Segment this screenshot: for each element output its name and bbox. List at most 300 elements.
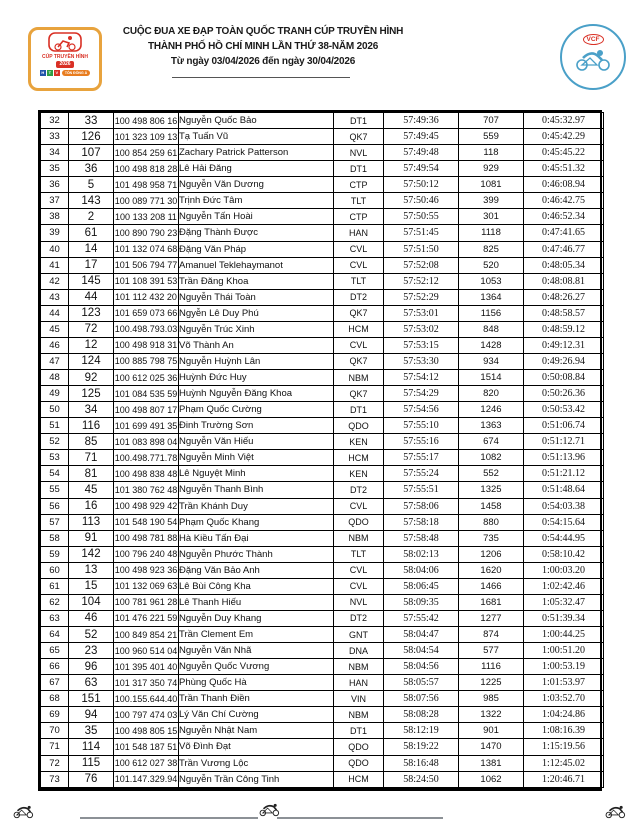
- cell-time: 57:53:30: [384, 353, 459, 369]
- cell-team: DT1: [334, 723, 384, 739]
- cell-name: Lê Hải Đăng: [179, 161, 334, 177]
- cell-gap: 0:45:51.32: [524, 161, 604, 177]
- cell-points: 1381: [459, 755, 524, 771]
- cell-rank: 48: [41, 370, 69, 386]
- cell-time: 58:04:56: [384, 659, 459, 675]
- cell-name: Trần Khánh Duy: [179, 498, 334, 514]
- cell-time: 58:16:48: [384, 755, 459, 771]
- cell-name: Nguyễn Văn Dương: [179, 177, 334, 193]
- cell-rank: 40: [41, 241, 69, 257]
- cell-rank: 58: [41, 530, 69, 546]
- cell-name: Lê Thanh Hiếu: [179, 594, 334, 610]
- cell-team: NBM: [334, 370, 384, 386]
- cell-time: 57:58:18: [384, 514, 459, 530]
- cell-uci_id: 101 323 109 13: [114, 129, 179, 145]
- cell-points: 1062: [459, 771, 524, 787]
- cell-time: 57:53:01: [384, 305, 459, 321]
- cell-rank: 66: [41, 659, 69, 675]
- cell-team: VIN: [334, 691, 384, 707]
- cell-uci_id: 100 498 818 28: [114, 161, 179, 177]
- cell-gap: 0:54:03.38: [524, 498, 604, 514]
- cell-team: QK7: [334, 386, 384, 402]
- cell-rank: 50: [41, 402, 69, 418]
- cell-time: 58:04:47: [384, 627, 459, 643]
- cell-bib: 16: [69, 498, 114, 514]
- cell-gap: 0:58:10.42: [524, 546, 604, 562]
- cell-bib: 125: [69, 386, 114, 402]
- cell-bib: 17: [69, 257, 114, 273]
- cell-uci_id: 101 132 074 68: [114, 241, 179, 257]
- federation-cyclist-icon: [573, 46, 613, 72]
- cell-name: Trần Vương Lộc: [179, 755, 334, 771]
- cell-uci_id: 100 797 474 03: [114, 707, 179, 723]
- cell-bib: 36: [69, 161, 114, 177]
- cell-points: 1116: [459, 659, 524, 675]
- table-row: [41, 659, 604, 675]
- cell-bib: 96: [69, 659, 114, 675]
- cell-gap: 0:54:15.64: [524, 514, 604, 530]
- table-row: [41, 386, 604, 402]
- table-row: [41, 530, 604, 546]
- cell-bib: 114: [69, 739, 114, 755]
- table-row: [41, 209, 604, 225]
- cell-rank: 52: [41, 434, 69, 450]
- cell-time: 57:52:08: [384, 257, 459, 273]
- cell-rank: 53: [41, 450, 69, 466]
- cell-points: 1458: [459, 498, 524, 514]
- cell-rank: 51: [41, 418, 69, 434]
- cell-name: Nguyễn Huỳnh Lân: [179, 353, 334, 369]
- cell-bib: 143: [69, 193, 114, 209]
- cell-bib: 104: [69, 594, 114, 610]
- cell-bib: 107: [69, 145, 114, 161]
- cell-team: KEN: [334, 434, 384, 450]
- cell-bib: 5: [69, 177, 114, 193]
- cell-bib: 85: [69, 434, 114, 450]
- cell-time: 57:50:55: [384, 209, 459, 225]
- cell-name: Lê Nguyệt Minh: [179, 466, 334, 482]
- cell-gap: 1:12:45.02: [524, 755, 604, 771]
- table-row: [41, 257, 604, 273]
- cell-name: Đặng Văn Bảo Anh: [179, 562, 334, 578]
- cell-uci_id: 100 498 806 16: [114, 113, 179, 129]
- cell-team: NBM: [334, 659, 384, 675]
- table-row: [41, 273, 604, 289]
- cell-uci_id: 100 854 259 61: [114, 145, 179, 161]
- cell-rank: 41: [41, 257, 69, 273]
- cell-rank: 39: [41, 225, 69, 241]
- table-row: [41, 337, 604, 353]
- federation-logo: [560, 24, 626, 90]
- cell-team: DT1: [334, 161, 384, 177]
- cell-name: Lý Văn Chí Cường: [179, 707, 334, 723]
- cell-rank: 49: [41, 386, 69, 402]
- cell-bib: 61: [69, 225, 114, 241]
- cell-team: DT1: [334, 402, 384, 418]
- table-row: [41, 707, 604, 723]
- cell-points: 1156: [459, 305, 524, 321]
- table-row: [41, 739, 604, 755]
- cell-gap: 1:00:44.25: [524, 627, 604, 643]
- cell-time: 57:55:17: [384, 450, 459, 466]
- cell-gap: 0:45:45.22: [524, 145, 604, 161]
- table-row: [41, 145, 604, 161]
- cell-time: 57:53:02: [384, 321, 459, 337]
- cell-gap: 0:48:58.57: [524, 305, 604, 321]
- cell-uci_id: 101 317 350 74: [114, 675, 179, 691]
- cell-uci_id: 101 395 401 40: [114, 659, 179, 675]
- cell-uci_id: 101.147.329.94: [114, 771, 179, 787]
- cell-points: 1363: [459, 418, 524, 434]
- signature-line-right: [277, 817, 443, 819]
- cell-rank: 56: [41, 498, 69, 514]
- cell-time: 58:05:57: [384, 675, 459, 691]
- cyclist-icon: [12, 804, 34, 819]
- cell-bib: 116: [69, 418, 114, 434]
- cell-gap: 0:51:48.64: [524, 482, 604, 498]
- cell-rank: 60: [41, 562, 69, 578]
- cell-uci_id: 100 133 208 11: [114, 209, 179, 225]
- cell-uci_id: 100.498.793.03: [114, 321, 179, 337]
- cell-uci_id: 100 498 807 17: [114, 402, 179, 418]
- cell-rank: 68: [41, 691, 69, 707]
- cell-uci_id: 100 498 923 36: [114, 562, 179, 578]
- cell-uci_id: 100 498 838 48: [114, 466, 179, 482]
- cell-name: Amanuel Teklehaymanot: [179, 257, 334, 273]
- cell-time: 57:54:12: [384, 370, 459, 386]
- table-row: [41, 193, 604, 209]
- cell-rank: 42: [41, 273, 69, 289]
- title-line-2: THÀNH PHỐ HỒ CHÍ MINH LẦN THỨ 38-NĂM 2026: [147, 41, 379, 52]
- cell-team: KEN: [334, 466, 384, 482]
- cell-gap: 0:49:12.31: [524, 337, 604, 353]
- cell-time: 57:58:48: [384, 530, 459, 546]
- cell-team: DT2: [334, 289, 384, 305]
- cell-rank: 34: [41, 145, 69, 161]
- table-row: [41, 771, 604, 787]
- cell-bib: 115: [69, 755, 114, 771]
- signature-line-left: [80, 817, 258, 819]
- cell-points: 674: [459, 434, 524, 450]
- cell-gap: 1:02:42.46: [524, 578, 604, 594]
- cell-name: Phạm Quốc Cường: [179, 402, 334, 418]
- cell-time: 58:07:56: [384, 691, 459, 707]
- cyclist-icon: [258, 802, 280, 817]
- table-row: [41, 691, 604, 707]
- cell-points: 1081: [459, 177, 524, 193]
- cell-time: 57:49:45: [384, 129, 459, 145]
- cell-team: TLT: [334, 546, 384, 562]
- cell-bib: 113: [69, 514, 114, 530]
- cell-name: Nguyễn Tấn Hoài: [179, 209, 334, 225]
- cell-name: Nguyễn Thái Toàn: [179, 289, 334, 305]
- cell-uci_id: 100 781 961 28: [114, 594, 179, 610]
- cell-points: 118: [459, 145, 524, 161]
- cell-uci_id: 101 699 491 35: [114, 418, 179, 434]
- cell-name: Tạ Tuấn Vũ: [179, 129, 334, 145]
- cell-points: 1206: [459, 546, 524, 562]
- cell-uci_id: 100 498 918 31: [114, 337, 179, 353]
- cell-uci_id: 100 498 929 42: [114, 498, 179, 514]
- cell-gap: 1:00:51.20: [524, 643, 604, 659]
- cell-uci_id: 101 659 073 66: [114, 305, 179, 321]
- cell-gap: 0:50:08.84: [524, 370, 604, 386]
- cell-name: Phạm Quốc Khang: [179, 514, 334, 530]
- cell-points: 1322: [459, 707, 524, 723]
- cell-points: 874: [459, 627, 524, 643]
- cell-team: DT2: [334, 482, 384, 498]
- cell-points: 1325: [459, 482, 524, 498]
- cell-uci_id: 100 612 027 38: [114, 755, 179, 771]
- cell-rank: 59: [41, 546, 69, 562]
- cell-bib: 123: [69, 305, 114, 321]
- cell-time: 57:49:48: [384, 145, 459, 161]
- cell-uci_id: 100.155.644.40: [114, 691, 179, 707]
- cell-name: Nguyễn Duy Khang: [179, 610, 334, 626]
- cell-team: QK7: [334, 353, 384, 369]
- cell-bib: 44: [69, 289, 114, 305]
- cell-name: Huỳnh Đức Huy: [179, 370, 334, 386]
- table-row: [41, 610, 604, 626]
- cyclist-icon: [604, 804, 626, 819]
- cell-points: 1620: [459, 562, 524, 578]
- cell-team: NVL: [334, 145, 384, 161]
- event-name-label: CÚP TRUYỀN HÌNH: [41, 54, 89, 60]
- table-row: [41, 305, 604, 321]
- cell-name: Huỳnh Nguyễn Đăng Khoa: [179, 386, 334, 402]
- table-row: [41, 498, 604, 514]
- cell-points: 559: [459, 129, 524, 145]
- cell-time: 58:04:54: [384, 643, 459, 659]
- cell-gap: 0:48:05.34: [524, 257, 604, 273]
- cell-bib: 145: [69, 273, 114, 289]
- cell-gap: 0:51:13.96: [524, 450, 604, 466]
- cell-uci_id: 100 089 771 30: [114, 193, 179, 209]
- cell-gap: 0:46:52.34: [524, 209, 604, 225]
- cell-time: 58:12:19: [384, 723, 459, 739]
- cell-points: 1681: [459, 594, 524, 610]
- cell-rank: 45: [41, 321, 69, 337]
- cell-bib: 14: [69, 241, 114, 257]
- cell-time: 57:54:56: [384, 402, 459, 418]
- cell-team: CVL: [334, 578, 384, 594]
- cell-points: 1082: [459, 450, 524, 466]
- cell-team: HCM: [334, 450, 384, 466]
- cell-points: 735: [459, 530, 524, 546]
- cell-name: Nguyễn Minh Việt: [179, 450, 334, 466]
- cell-points: 552: [459, 466, 524, 482]
- cell-name: Võ Thành An: [179, 337, 334, 353]
- cell-uci_id: 101 548 187 51: [114, 739, 179, 755]
- cell-name: Nguyễn Văn Hiếu: [179, 434, 334, 450]
- table-row: [41, 562, 604, 578]
- cell-team: TLT: [334, 273, 384, 289]
- cell-rank: 46: [41, 337, 69, 353]
- cell-name: Trần Đăng Khoa: [179, 273, 334, 289]
- cell-gap: 0:50:26.36: [524, 386, 604, 402]
- cell-rank: 69: [41, 707, 69, 723]
- cell-team: HAN: [334, 225, 384, 241]
- table-row: [41, 755, 604, 771]
- cell-bib: 142: [69, 546, 114, 562]
- cell-points: 707: [459, 113, 524, 129]
- table-row: [41, 578, 604, 594]
- header-divider: [172, 77, 350, 78]
- table-row: [41, 402, 604, 418]
- cell-uci_id: 101 476 221 59: [114, 610, 179, 626]
- cell-time: 58:02:13: [384, 546, 459, 562]
- cell-team: GNT: [334, 627, 384, 643]
- page-title: [83, 24, 443, 69]
- cell-name: Trần Thanh Điền: [179, 691, 334, 707]
- cell-team: HAN: [334, 675, 384, 691]
- cell-team: QDO: [334, 739, 384, 755]
- cell-gap: 1:03:52.70: [524, 691, 604, 707]
- cell-time: 58:04:06: [384, 562, 459, 578]
- cell-bib: 76: [69, 771, 114, 787]
- table-row: [41, 594, 604, 610]
- cell-gap: 0:45:32.97: [524, 113, 604, 129]
- cell-gap: 1:08:16.39: [524, 723, 604, 739]
- cell-bib: 45: [69, 482, 114, 498]
- title-line-1: CUỘC ĐUA XE ĐẠP TOÀN QUỐC TRANH CÚP TRUYỀN HÌNH: [122, 26, 404, 37]
- cell-rank: 55: [41, 482, 69, 498]
- cell-name: Đinh Trường Sơn: [179, 418, 334, 434]
- table-row: [41, 723, 604, 739]
- cell-bib: 12: [69, 337, 114, 353]
- table-row: [41, 466, 604, 482]
- cell-name: Ngyễn Lê Duy Phú: [179, 305, 334, 321]
- cell-rank: 61: [41, 578, 69, 594]
- cell-name: Nguyễn Trúc Xinh: [179, 321, 334, 337]
- cell-name: Nguyễn Quốc Bảo: [179, 113, 334, 129]
- cell-uci_id: 101 506 794 77: [114, 257, 179, 273]
- cell-name: Trần Clement Em: [179, 627, 334, 643]
- cell-bib: 126: [69, 129, 114, 145]
- cell-time: 58:09:35: [384, 594, 459, 610]
- table-row: [41, 113, 604, 129]
- cell-team: HCM: [334, 321, 384, 337]
- cell-bib: 23: [69, 643, 114, 659]
- table-row: [41, 161, 604, 177]
- cell-time: 57:55:42: [384, 610, 459, 626]
- cell-team: QK7: [334, 305, 384, 321]
- cell-uci_id: 101 084 535 59: [114, 386, 179, 402]
- cell-rank: 37: [41, 193, 69, 209]
- cell-bib: 13: [69, 562, 114, 578]
- cell-name: Hà Kiều Tấn Đại: [179, 530, 334, 546]
- cell-time: 57:55:51: [384, 482, 459, 498]
- table-row: [41, 627, 604, 643]
- cell-team: CVL: [334, 337, 384, 353]
- cell-team: NBM: [334, 707, 384, 723]
- table-row: [41, 434, 604, 450]
- cell-name: Nguyễn Nhật Nam: [179, 723, 334, 739]
- cell-time: 57:55:10: [384, 418, 459, 434]
- cell-team: DT1: [334, 113, 384, 129]
- cell-time: 57:52:29: [384, 289, 459, 305]
- cell-points: 1277: [459, 610, 524, 626]
- cell-points: 825: [459, 241, 524, 257]
- table-row: [41, 450, 604, 466]
- cell-team: DT2: [334, 610, 384, 626]
- cell-points: 901: [459, 723, 524, 739]
- cell-bib: 151: [69, 691, 114, 707]
- cell-time: 57:51:45: [384, 225, 459, 241]
- cell-gap: 0:48:59.12: [524, 321, 604, 337]
- cell-rank: 36: [41, 177, 69, 193]
- cell-uci_id: 100 498 781 88: [114, 530, 179, 546]
- cell-time: 58:08:28: [384, 707, 459, 723]
- cell-rank: 54: [41, 466, 69, 482]
- cell-time: 57:50:12: [384, 177, 459, 193]
- table-row: [41, 370, 604, 386]
- cell-name: Đặng Thành Được: [179, 225, 334, 241]
- cell-name: Lê Bùi Công Kha: [179, 578, 334, 594]
- table-row: [41, 643, 604, 659]
- cell-uci_id: 100 960 514 04: [114, 643, 179, 659]
- cell-gap: 0:49:26.94: [524, 353, 604, 369]
- cell-gap: 0:54:44.95: [524, 530, 604, 546]
- cell-team: QK7: [334, 129, 384, 145]
- cell-team: TLT: [334, 193, 384, 209]
- cell-team: CVL: [334, 498, 384, 514]
- cell-rank: 33: [41, 129, 69, 145]
- cell-time: 57:55:24: [384, 466, 459, 482]
- cell-uci_id: 101 548 190 54: [114, 514, 179, 530]
- cell-rank: 65: [41, 643, 69, 659]
- cell-name: Nguyễn Quốc Vương: [179, 659, 334, 675]
- cell-bib: 15: [69, 578, 114, 594]
- cell-time: 57:53:15: [384, 337, 459, 353]
- results-table-body: [41, 113, 604, 788]
- cell-points: 1466: [459, 578, 524, 594]
- cell-name: Nguyễn Thanh Bình: [179, 482, 334, 498]
- cell-name: Nguyễn Văn Nhã: [179, 643, 334, 659]
- cell-bib: 35: [69, 723, 114, 739]
- event-year-label: 2026: [56, 61, 73, 68]
- tv-cyclist-icon: [48, 32, 82, 54]
- cell-rank: 70: [41, 723, 69, 739]
- htv-logo: H T V: [41, 70, 59, 75]
- cell-points: 820: [459, 386, 524, 402]
- cell-uci_id: 100.498.771.78: [114, 450, 179, 466]
- cell-points: 934: [459, 353, 524, 369]
- cell-gap: 0:51:21.12: [524, 466, 604, 482]
- cell-time: 57:51:50: [384, 241, 459, 257]
- cell-points: 880: [459, 514, 524, 530]
- cell-gap: 0:50:53.42: [524, 402, 604, 418]
- cell-team: QDO: [334, 755, 384, 771]
- cell-rank: 43: [41, 289, 69, 305]
- cell-points: 1470: [459, 739, 524, 755]
- cell-points: 1428: [459, 337, 524, 353]
- cell-team: NVL: [334, 594, 384, 610]
- cell-rank: 62: [41, 594, 69, 610]
- cell-gap: 0:47:41.65: [524, 225, 604, 241]
- cell-rank: 35: [41, 161, 69, 177]
- cell-rank: 64: [41, 627, 69, 643]
- table-row: [41, 321, 604, 337]
- cell-gap: 0:48:26.27: [524, 289, 604, 305]
- cell-rank: 44: [41, 305, 69, 321]
- cell-team: CVL: [334, 257, 384, 273]
- table-row: [41, 177, 604, 193]
- cell-points: 577: [459, 643, 524, 659]
- cell-gap: 0:51:12.71: [524, 434, 604, 450]
- cell-name: Trịnh Đức Tâm: [179, 193, 334, 209]
- cell-time: 58:06:45: [384, 578, 459, 594]
